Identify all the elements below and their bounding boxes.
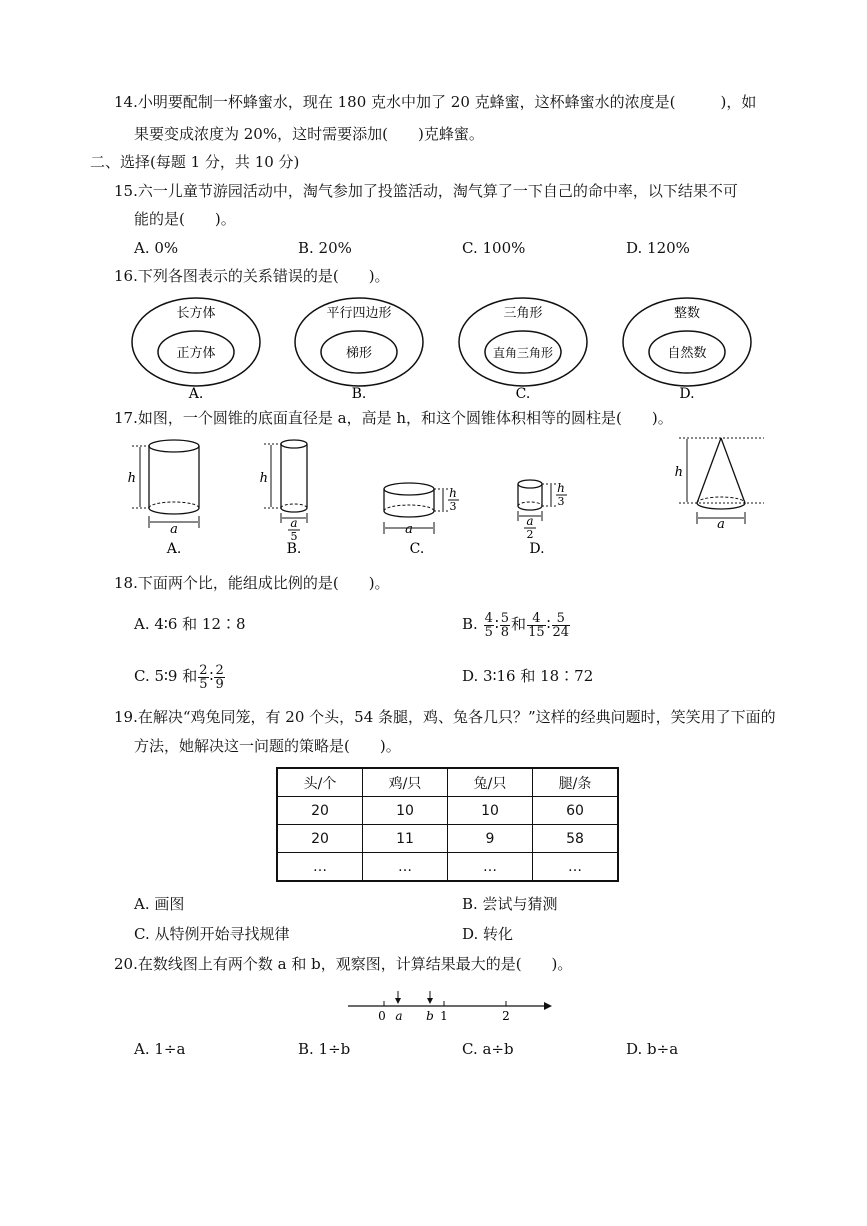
cyl-c-a: a (405, 522, 413, 537)
venn-d-label: D. (679, 386, 695, 402)
table-cell: 20 (277, 797, 363, 825)
table-header: 头/个 (277, 768, 363, 797)
fraction: $\frac{2}{5}$ (199, 662, 208, 692)
cylinder-d (518, 480, 567, 557)
table-header: 腿/条 (533, 768, 619, 797)
cylinder-c (384, 483, 459, 557)
cyl-d-h: h (557, 481, 565, 495)
cyl-c-h: h (449, 486, 457, 500)
q15-option-c: C. 100% (462, 239, 526, 257)
q15-line2: 能的是( )。 (134, 210, 236, 228)
cyl-a-a: a (170, 522, 178, 537)
cyl-d-den2: 2 (526, 528, 534, 541)
cyl-d-a: a (526, 514, 534, 528)
table-cell: 9 (448, 825, 533, 853)
cyl-c-label: C. (409, 541, 425, 557)
table-cell: … (363, 853, 448, 882)
cyl-a-label: A. (166, 541, 182, 557)
venn-d (623, 298, 751, 402)
table-cell: 10 (448, 797, 533, 825)
q15-option-a: A. 0% (134, 239, 179, 257)
q14-line2: 果要变成浓度为 20%，这时需要添加( )克蜂蜜。 (134, 125, 484, 143)
q15-option-b: B. 20% (298, 239, 352, 257)
table-header-row (277, 768, 618, 797)
q20-stem: 20.在数线图上有两个数 a 和 b，观察图，计算结果最大的是( )。 (114, 955, 573, 973)
venn-d-inner: 自然数 (667, 346, 707, 361)
cyl-b-den: 5 (290, 530, 298, 543)
venn-c-outer: 三角形 (503, 306, 543, 321)
fraction: $\frac{4}{5}$ (484, 610, 493, 640)
tick-2: 2 (502, 1009, 510, 1023)
table-cell: … (277, 853, 363, 882)
section-heading: 二、选择(每题 1 分，共 10 分) (90, 153, 300, 171)
q17-solids-figure (0, 432, 867, 562)
venn-a-inner: 正方体 (176, 346, 216, 361)
q17-stem: 17.如图，一个圆锥的底面直径是 a，高是 h，和这个圆锥体积相等的圆柱是( )。 (114, 409, 673, 427)
cyl-b-label: B. (286, 541, 302, 557)
q20-number-line (340, 988, 560, 1024)
table-cell: 20 (277, 825, 363, 853)
cyl-b-a: a (290, 516, 298, 530)
q18-option-b: B. $\frac{4}{5}$ ∶ $\frac{5}{8}$ 和 $\frac{4}{15}$ ∶ $\frac{5}{24}$ (462, 610, 570, 640)
q18-option-c: C. 5∶9 和 $\frac{2}{5}$ ∶ $\frac{2}{9}$ (134, 662, 224, 692)
q19-option-b: B. 尝试与猜测 (462, 895, 558, 913)
cone-h: h (674, 465, 683, 480)
q19-option-a: A. 画图 (134, 895, 185, 913)
q18-c-prefix: C. 5∶9 和 (134, 667, 198, 685)
venn-d-outer: 整数 (673, 306, 701, 321)
table-cell: … (448, 853, 533, 882)
point-a: a (395, 1009, 403, 1023)
cyl-a-h: h (127, 471, 136, 486)
cyl-c-den: 3 (449, 500, 457, 513)
cyl-b-h: h (259, 471, 268, 486)
venn-b-inner: 梯形 (345, 346, 373, 361)
q19-line2: 方法，她解决这一问题的策略是( )。 (134, 737, 401, 755)
cylinder-a (128, 440, 199, 557)
table-cell: 10 (363, 797, 448, 825)
table-cell: 60 (533, 797, 619, 825)
fraction: $\frac{4}{15}$ (528, 610, 545, 640)
q18-option-d: D. 3∶16 和 18∶72 (462, 667, 594, 685)
q18-b-prefix: B. (462, 615, 478, 633)
fraction: $\frac{2}{9}$ (215, 662, 224, 692)
q20-option-c: C. a÷b (462, 1040, 514, 1058)
table-header: 兔/只 (448, 768, 533, 797)
tick-1: 1 (440, 1009, 448, 1023)
table-cell: 11 (363, 825, 448, 853)
fraction: $\frac{5}{24}$ (552, 610, 570, 640)
q19-option-d: D. 转化 (462, 925, 514, 943)
q20-option-d: D. b÷a (626, 1040, 679, 1058)
table-row (277, 825, 618, 853)
venn-b (295, 298, 423, 402)
tick-0: 0 (378, 1009, 386, 1023)
table-row (277, 853, 618, 882)
q20-option-a: A. 1÷a (134, 1040, 186, 1058)
point-b: b (426, 1009, 434, 1023)
q19-line1: 19.在解决“鸡兔同笼，有 20 个头，54 条腿，鸡、兔各几只？”这样的经典问题时，笑笑用了下面的 (114, 708, 776, 726)
venn-c-label: C. (515, 386, 531, 402)
cone-a: a (717, 517, 725, 532)
cyl-d-den: 3 (557, 495, 565, 508)
venn-c-inner: 直角三角形 (492, 346, 554, 360)
q19-table (276, 767, 619, 882)
q16-stem: 16.下列各图表示的关系错误的是( )。 (114, 267, 390, 285)
table-row (277, 797, 618, 825)
cylinder-b (260, 440, 307, 557)
q15-line1: 15.六一儿童节游园活动中，淘气参加了投篮活动，淘气算了一下自己的命中率，以下结果不可 (114, 182, 738, 200)
q19-option-c: C. 从特例开始寻找规律 (134, 925, 290, 943)
q18-option-a: A. 4∶6 和 12∶8 (134, 615, 246, 633)
cone (675, 438, 764, 532)
venn-b-label: B. (351, 386, 367, 402)
venn-a (132, 298, 260, 402)
table-cell: 58 (533, 825, 619, 853)
venn-b-outer: 平行四边形 (326, 306, 392, 321)
venn-a-outer: 长方体 (176, 306, 216, 321)
table-header: 鸡/只 (363, 768, 448, 797)
venn-a-label: A. (188, 386, 204, 402)
q18-stem: 18.下面两个比，能组成比例的是( )。 (114, 574, 390, 592)
fraction: $\frac{5}{8}$ (500, 610, 510, 640)
table-cell: … (533, 853, 619, 882)
cyl-d-label: D. (529, 541, 545, 557)
venn-c (459, 298, 587, 402)
q15-option-d: D. 120% (626, 239, 690, 257)
q16-venn-diagrams (0, 290, 867, 402)
q14-line1: 14.小明要配制一杯蜂蜜水，现在 180 克水中加了 20 克蜂蜜，这杯蜂蜜水的浓度是( )，如 (114, 93, 757, 111)
q20-option-b: B. 1÷b (298, 1040, 351, 1058)
